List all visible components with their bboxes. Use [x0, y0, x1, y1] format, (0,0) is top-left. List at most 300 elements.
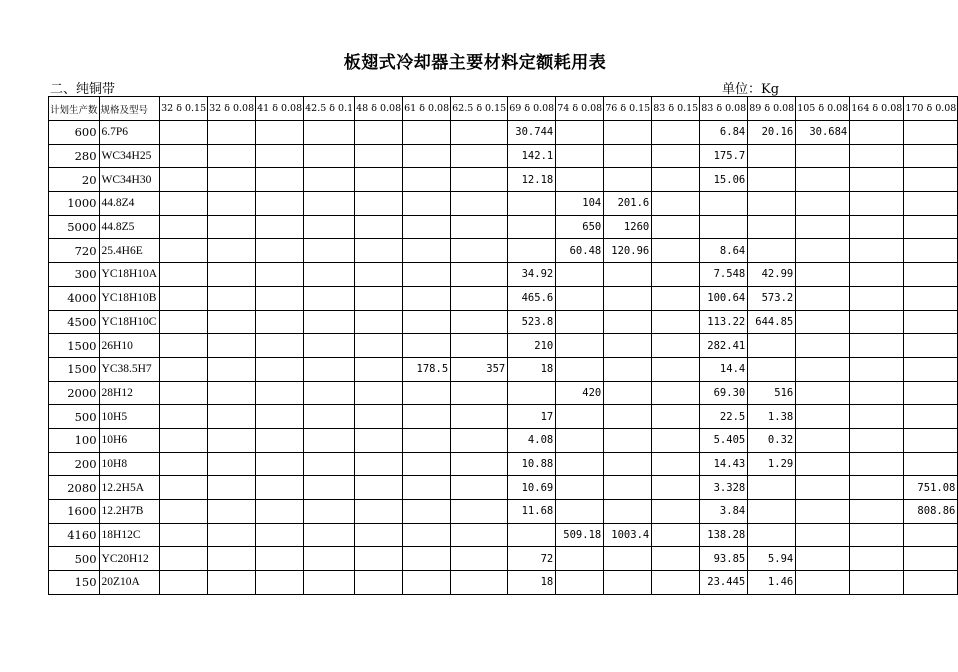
material-amount-cell — [904, 428, 958, 452]
material-amount-cell — [604, 144, 652, 168]
material-amount-cell: 3.328 — [700, 476, 748, 500]
material-amount-cell — [508, 523, 556, 547]
material-amount-cell — [850, 452, 904, 476]
material-amount-cell — [904, 405, 958, 429]
header-size-column: 69 δ 0.08 — [508, 97, 556, 121]
material-amount-cell — [160, 547, 208, 571]
material-amount-cell — [160, 452, 208, 476]
material-amount-cell — [604, 476, 652, 500]
material-amount-cell — [850, 192, 904, 216]
material-amount-cell — [796, 452, 850, 476]
material-amount-cell — [451, 144, 508, 168]
material-amount-cell: 5.94 — [748, 547, 796, 571]
material-amount-cell — [208, 310, 256, 334]
material-amount-cell — [556, 405, 604, 429]
table-row — [49, 121, 958, 145]
material-amount-cell — [748, 357, 796, 381]
material-amount-cell — [508, 192, 556, 216]
table-row — [49, 144, 958, 168]
material-amount-cell — [403, 334, 451, 358]
material-amount-cell — [904, 452, 958, 476]
material-amount-cell: 282.41 — [700, 334, 748, 358]
material-amount-cell: 138.28 — [700, 523, 748, 547]
plan-quantity-cell: 1500 — [49, 357, 100, 381]
material-amount-cell — [748, 168, 796, 192]
table-row — [49, 192, 958, 216]
spec-model-cell: 10H5 — [99, 405, 160, 429]
header-size-column: 48 δ 0.08 — [355, 97, 403, 121]
material-amount-cell: 11.68 — [508, 500, 556, 524]
material-amount-cell: 10.69 — [508, 476, 556, 500]
material-amount-cell — [652, 428, 700, 452]
plan-quantity-cell: 600 — [49, 121, 100, 145]
material-amount-cell — [700, 192, 748, 216]
header-row — [49, 97, 958, 121]
material-amount-cell — [256, 357, 304, 381]
table-row — [49, 286, 958, 310]
material-amount-cell — [850, 381, 904, 405]
material-amount-cell — [256, 121, 304, 145]
material-amount-cell — [403, 286, 451, 310]
material-amount-cell — [403, 571, 451, 595]
header-size-column: 61 δ 0.08 — [403, 97, 451, 121]
material-amount-cell — [556, 500, 604, 524]
material-amount-cell — [304, 239, 355, 263]
material-amount-cell — [304, 428, 355, 452]
material-amount-cell: 420 — [556, 381, 604, 405]
material-amount-cell — [451, 121, 508, 145]
material-amount-cell — [208, 168, 256, 192]
header-size-column: 32 δ 0.08 — [208, 97, 256, 121]
header-size-column: 89 δ 0.08 — [748, 97, 796, 121]
material-amount-cell — [160, 571, 208, 595]
material-amount-cell: 142.1 — [508, 144, 556, 168]
material-amount-cell: 7.548 — [700, 263, 748, 287]
material-amount-cell — [652, 452, 700, 476]
material-amount-cell — [403, 192, 451, 216]
material-amount-cell — [355, 428, 403, 452]
material-amount-cell — [904, 192, 958, 216]
table-row — [49, 476, 958, 500]
material-amount-cell — [451, 286, 508, 310]
material-amount-cell — [451, 428, 508, 452]
material-amount-cell — [355, 310, 403, 334]
material-amount-cell — [304, 286, 355, 310]
material-amount-cell — [256, 310, 304, 334]
material-amount-cell — [256, 192, 304, 216]
material-amount-cell — [451, 334, 508, 358]
table-row — [49, 310, 958, 334]
material-amount-cell — [355, 144, 403, 168]
material-amount-cell — [850, 523, 904, 547]
material-amount-cell — [556, 144, 604, 168]
material-amount-cell: 6.84 — [700, 121, 748, 145]
spec-model-cell: WC34H25 — [99, 144, 160, 168]
material-amount-cell — [850, 547, 904, 571]
material-amount-cell — [850, 405, 904, 429]
material-amount-cell — [604, 310, 652, 334]
material-amount-cell — [796, 500, 850, 524]
material-amount-cell — [256, 215, 304, 239]
material-amount-cell — [256, 405, 304, 429]
material-amount-cell: 93.85 — [700, 547, 748, 571]
material-amount-cell — [604, 121, 652, 145]
material-amount-cell: 808.86 — [904, 500, 958, 524]
material-amount-cell — [256, 381, 304, 405]
table-row — [49, 357, 958, 381]
material-amount-cell — [451, 168, 508, 192]
plan-quantity-cell: 5000 — [49, 215, 100, 239]
material-amount-cell — [652, 357, 700, 381]
material-amount-cell — [796, 547, 850, 571]
material-amount-cell — [850, 476, 904, 500]
material-amount-cell — [850, 263, 904, 287]
material-amount-cell — [556, 476, 604, 500]
material-amount-cell — [850, 310, 904, 334]
table-row — [49, 571, 958, 595]
spec-model-cell: 26H10 — [99, 334, 160, 358]
plan-quantity-cell: 4500 — [49, 310, 100, 334]
material-amount-cell — [652, 381, 700, 405]
header-size-column: 42.5 δ 0.1 — [304, 97, 355, 121]
table-row — [49, 239, 958, 263]
material-amount-cell — [451, 239, 508, 263]
table-row — [49, 428, 958, 452]
material-amount-cell — [652, 500, 700, 524]
spec-model-cell: 10H8 — [99, 452, 160, 476]
table-row — [49, 405, 958, 429]
spec-model-cell: YC18H10B — [99, 286, 160, 310]
material-amount-cell — [208, 500, 256, 524]
material-amount-cell — [556, 571, 604, 595]
material-amount-cell — [796, 476, 850, 500]
material-amount-cell: 60.48 — [556, 239, 604, 263]
material-amount-cell — [355, 239, 403, 263]
material-amount-cell — [304, 168, 355, 192]
material-amount-cell: 5.405 — [700, 428, 748, 452]
material-amount-cell — [796, 215, 850, 239]
material-amount-cell: 751.08 — [904, 476, 958, 500]
material-amount-cell: 69.30 — [700, 381, 748, 405]
material-amount-cell: 1.29 — [748, 452, 796, 476]
material-amount-cell — [556, 121, 604, 145]
material-amount-cell — [304, 381, 355, 405]
material-amount-cell — [451, 452, 508, 476]
plan-quantity-cell: 2000 — [49, 381, 100, 405]
material-amount-cell — [304, 476, 355, 500]
material-amount-cell — [355, 286, 403, 310]
material-amount-cell — [451, 310, 508, 334]
material-amount-cell: 516 — [748, 381, 796, 405]
material-amount-cell — [508, 215, 556, 239]
table-row — [49, 334, 958, 358]
material-amount-cell — [850, 334, 904, 358]
material-amount-cell: 104 — [556, 192, 604, 216]
material-amount-cell — [796, 263, 850, 287]
material-amount-cell — [256, 334, 304, 358]
material-amount-cell — [256, 500, 304, 524]
plan-quantity-cell: 20 — [49, 168, 100, 192]
spec-model-cell: 44.8Z5 — [99, 215, 160, 239]
material-amount-cell — [604, 381, 652, 405]
unit-label: 单位：Kg — [722, 82, 780, 97]
material-amount-cell — [304, 192, 355, 216]
material-amount-cell — [652, 286, 700, 310]
material-amount-cell: 100.64 — [700, 286, 748, 310]
material-amount-cell — [652, 215, 700, 239]
material-amount-cell — [850, 144, 904, 168]
spec-model-cell: 28H12 — [99, 381, 160, 405]
material-amount-cell — [208, 476, 256, 500]
header-plan-quantity: 计划生产数 — [49, 97, 100, 121]
material-amount-cell — [355, 168, 403, 192]
table-row — [49, 215, 958, 239]
material-amount-cell — [160, 168, 208, 192]
material-amount-cell — [796, 286, 850, 310]
material-amount-cell — [208, 239, 256, 263]
material-amount-cell: 4.08 — [508, 428, 556, 452]
material-amount-cell — [652, 523, 700, 547]
header-size-column: 41 δ 0.08 — [256, 97, 304, 121]
material-amount-cell — [604, 286, 652, 310]
material-amount-cell — [604, 357, 652, 381]
material-amount-cell: 72 — [508, 547, 556, 571]
header-size-column: 76 δ 0.15 — [604, 97, 652, 121]
material-amount-cell — [403, 168, 451, 192]
material-amount-cell — [208, 452, 256, 476]
material-amount-cell: 1.38 — [748, 405, 796, 429]
material-amount-cell: 34.92 — [508, 263, 556, 287]
material-amount-cell — [604, 547, 652, 571]
spec-model-cell: YC18H10A — [99, 263, 160, 287]
material-amount-cell: 201.6 — [604, 192, 652, 216]
material-amount-cell — [355, 571, 403, 595]
material-amount-cell — [796, 405, 850, 429]
material-amount-cell — [604, 428, 652, 452]
material-amount-cell — [796, 310, 850, 334]
material-amount-cell — [304, 452, 355, 476]
material-amount-cell — [304, 310, 355, 334]
spec-model-cell: 12.2H7B — [99, 500, 160, 524]
material-amount-cell: 650 — [556, 215, 604, 239]
material-amount-cell — [652, 571, 700, 595]
material-amount-cell — [904, 215, 958, 239]
material-amount-cell — [904, 310, 958, 334]
material-amount-cell — [403, 239, 451, 263]
material-amount-cell — [403, 476, 451, 500]
material-amount-cell — [355, 357, 403, 381]
material-amount-cell — [355, 263, 403, 287]
material-amount-cell: 22.5 — [700, 405, 748, 429]
material-amount-cell — [796, 571, 850, 595]
material-amount-cell — [748, 476, 796, 500]
header-size-column: 105 δ 0.08 — [796, 97, 850, 121]
material-amount-cell — [355, 192, 403, 216]
material-amount-cell: 20.16 — [748, 121, 796, 145]
plan-quantity-cell: 1600 — [49, 500, 100, 524]
material-amount-cell — [256, 263, 304, 287]
material-amount-cell — [256, 286, 304, 310]
material-amount-cell — [652, 334, 700, 358]
material-amount-cell — [748, 215, 796, 239]
table-row — [49, 547, 958, 571]
material-amount-cell — [556, 357, 604, 381]
material-amount-cell — [304, 334, 355, 358]
material-amount-cell — [403, 500, 451, 524]
plan-quantity-cell: 4000 — [49, 286, 100, 310]
header-size-column: 32 δ 0.15 — [160, 97, 208, 121]
material-amount-cell — [556, 310, 604, 334]
plan-quantity-cell: 1500 — [49, 334, 100, 358]
plan-quantity-cell: 500 — [49, 547, 100, 571]
plan-quantity-cell: 280 — [49, 144, 100, 168]
plan-quantity-cell: 150 — [49, 571, 100, 595]
material-amount-cell — [904, 571, 958, 595]
material-amount-cell — [160, 357, 208, 381]
table-row — [49, 500, 958, 524]
material-amount-cell — [208, 215, 256, 239]
material-amount-cell — [850, 500, 904, 524]
material-amount-cell: 644.85 — [748, 310, 796, 334]
header-size-column: 83 δ 0.08 — [700, 97, 748, 121]
material-amount-cell — [604, 168, 652, 192]
material-amount-cell — [451, 405, 508, 429]
material-amount-cell — [355, 121, 403, 145]
material-amount-cell — [355, 452, 403, 476]
material-amount-cell — [208, 286, 256, 310]
table-body — [49, 97, 958, 595]
material-amount-cell: 1260 — [604, 215, 652, 239]
plan-quantity-cell: 300 — [49, 263, 100, 287]
material-amount-cell: 175.7 — [700, 144, 748, 168]
material-amount-cell — [652, 168, 700, 192]
material-amount-cell — [904, 168, 958, 192]
material-amount-cell — [556, 168, 604, 192]
material-amount-cell — [403, 452, 451, 476]
material-amount-cell: 465.6 — [508, 286, 556, 310]
material-amount-cell — [160, 310, 208, 334]
material-amount-cell — [850, 428, 904, 452]
material-amount-cell: 14.4 — [700, 357, 748, 381]
material-amount-cell — [403, 121, 451, 145]
plan-quantity-cell: 500 — [49, 405, 100, 429]
material-amount-cell — [904, 121, 958, 145]
material-amount-cell — [556, 334, 604, 358]
material-amount-cell: 178.5 — [403, 357, 451, 381]
material-amount-cell: 14.43 — [700, 452, 748, 476]
material-amount-cell — [208, 334, 256, 358]
material-amount-cell — [355, 500, 403, 524]
material-amount-cell — [355, 215, 403, 239]
material-amount-cell — [208, 144, 256, 168]
header-size-column: 164 δ 0.08 — [850, 97, 904, 121]
material-amount-cell — [652, 121, 700, 145]
material-amount-cell — [304, 144, 355, 168]
material-amount-cell — [796, 192, 850, 216]
material-amount-cell — [850, 121, 904, 145]
material-amount-cell — [403, 547, 451, 571]
material-amount-cell: 0.32 — [748, 428, 796, 452]
plan-quantity-cell: 4160 — [49, 523, 100, 547]
material-amount-cell — [451, 571, 508, 595]
material-amount-cell — [850, 286, 904, 310]
material-amount-cell — [160, 192, 208, 216]
material-amount-cell — [304, 547, 355, 571]
material-amount-cell — [160, 286, 208, 310]
material-amount-cell — [403, 215, 451, 239]
material-amount-cell: 15.06 — [700, 168, 748, 192]
material-amount-cell — [748, 334, 796, 358]
material-amount-cell — [748, 523, 796, 547]
material-amount-cell — [160, 500, 208, 524]
material-amount-cell — [796, 428, 850, 452]
material-amount-cell — [256, 523, 304, 547]
material-amount-cell — [796, 168, 850, 192]
table-row — [49, 168, 958, 192]
material-amount-cell — [160, 405, 208, 429]
material-amount-cell — [904, 144, 958, 168]
table-row — [49, 381, 958, 405]
materials-table — [48, 96, 958, 595]
material-amount-cell — [451, 263, 508, 287]
header-spec-model: 规格及型号 — [99, 97, 160, 121]
material-amount-cell — [160, 523, 208, 547]
material-amount-cell — [160, 263, 208, 287]
material-amount-cell — [850, 168, 904, 192]
material-amount-cell — [796, 144, 850, 168]
material-amount-cell — [208, 405, 256, 429]
spec-model-cell: YC20H12 — [99, 547, 160, 571]
material-amount-cell — [160, 381, 208, 405]
material-amount-cell: 120.96 — [604, 239, 652, 263]
material-amount-cell — [652, 239, 700, 263]
material-amount-cell: 12.18 — [508, 168, 556, 192]
material-amount-cell — [304, 121, 355, 145]
material-amount-cell — [556, 547, 604, 571]
material-amount-cell: 210 — [508, 334, 556, 358]
material-amount-cell: 18 — [508, 357, 556, 381]
material-amount-cell — [304, 405, 355, 429]
material-amount-cell — [355, 405, 403, 429]
material-amount-cell: 113.22 — [700, 310, 748, 334]
material-amount-cell — [256, 571, 304, 595]
spec-model-cell: 12.2H5A — [99, 476, 160, 500]
material-amount-cell — [355, 523, 403, 547]
spec-model-cell: 44.8Z4 — [99, 192, 160, 216]
material-amount-cell — [604, 452, 652, 476]
material-amount-cell: 10.88 — [508, 452, 556, 476]
material-amount-cell: 23.445 — [700, 571, 748, 595]
spec-model-cell: YC18H10C — [99, 310, 160, 334]
material-amount-cell — [556, 452, 604, 476]
material-amount-cell — [403, 144, 451, 168]
material-amount-cell — [208, 523, 256, 547]
material-amount-cell — [256, 168, 304, 192]
page-title: 板翅式冷却器主要材料定额耗用表 — [343, 53, 607, 73]
plan-quantity-cell: 1000 — [49, 192, 100, 216]
material-amount-cell — [652, 547, 700, 571]
material-amount-cell: 573.2 — [748, 286, 796, 310]
material-amount-cell — [748, 192, 796, 216]
material-amount-cell — [451, 500, 508, 524]
material-amount-cell — [604, 334, 652, 358]
material-amount-cell — [355, 334, 403, 358]
material-amount-cell — [604, 263, 652, 287]
material-amount-cell — [850, 239, 904, 263]
table-row — [49, 523, 958, 547]
material-amount-cell — [355, 381, 403, 405]
material-amount-cell — [256, 144, 304, 168]
